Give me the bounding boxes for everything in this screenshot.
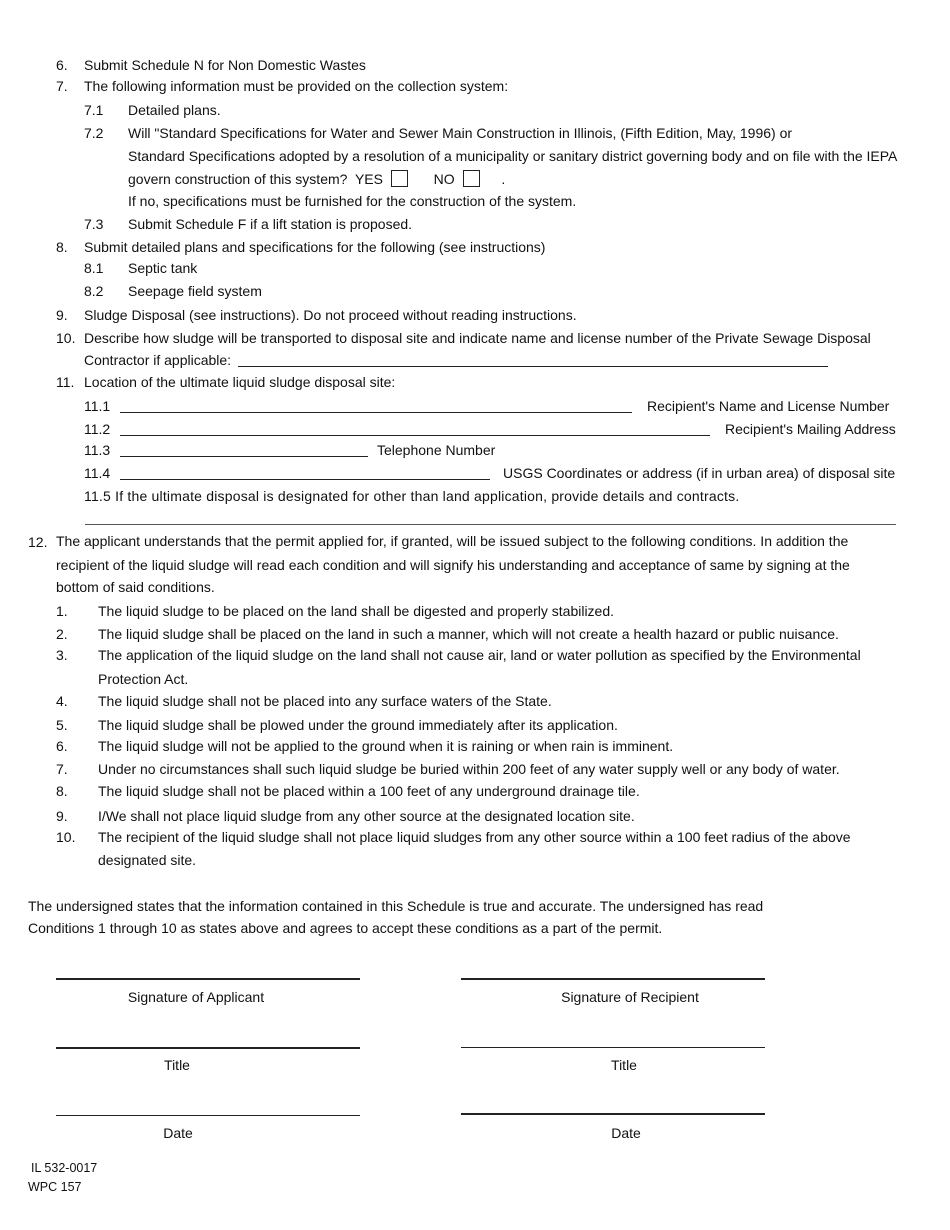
condition-text: The liquid sludge will not be applied to the ground when it is raining or when rain is imminent. <box>98 738 674 754</box>
item-8-1-number: 8.1 <box>84 260 104 276</box>
item-7-2-line3 <box>128 170 505 187</box>
condition-number: 7. <box>56 761 68 777</box>
item-7-3-number: 7.3 <box>84 216 104 232</box>
condition-text: The liquid sludge shall not be placed within a 100 feet of any underground drainage tile. <box>98 783 640 799</box>
item-11-number: 11. <box>56 374 75 390</box>
item-10-line2: Contractor if applicable: <box>84 352 232 368</box>
condition-text: The liquid sludge shall be plowed under the ground immediately after its application. <box>98 717 618 733</box>
item-8-text: Submit detailed plans and specifications for the following (see instructions) <box>84 239 546 255</box>
item-11-3-label: Telephone Number <box>377 442 496 458</box>
condition-number: 9. <box>56 808 68 824</box>
recipient-date-label: Date <box>611 1125 641 1141</box>
item-11-2-label: Recipient's Mailing Address <box>725 421 896 437</box>
condition-text-cont: Protection Act. <box>98 671 189 687</box>
applicant-title-field[interactable] <box>56 1047 360 1049</box>
item-11-3-number: 11.3 <box>84 442 111 458</box>
recipient-address-field[interactable] <box>120 435 710 436</box>
item-8-2-number: 8.2 <box>84 283 104 299</box>
applicant-date-label: Date <box>163 1125 193 1141</box>
item-7-3-text: Submit Schedule F if a lift station is proposed. <box>128 216 413 232</box>
form-id: IL 532-0017 <box>31 1161 98 1175</box>
applicant-signature-label: Signature of Applicant <box>127 989 265 1005</box>
item-8-2-text: Seepage field system <box>128 283 262 299</box>
item-10-line1: Describe how sludge will be transported to disposal site and indicate name and license number of the Private Sewage Disposal <box>84 330 871 346</box>
item-9-text: Sludge Disposal (see instructions). Do not proceed without reading instructions. <box>84 307 577 323</box>
no-label: NO <box>433 171 455 187</box>
item-9-number: 9. <box>56 307 68 323</box>
item-7-1-text: Detailed plans. <box>128 102 221 118</box>
condition-text-cont: designated site. <box>98 852 197 868</box>
condition-number: 6. <box>56 738 68 754</box>
condition-text: The liquid sludge to be placed on the land shall be digested and properly stabilized. <box>98 603 615 619</box>
statement-line2: Conditions 1 through 10 as states above and agrees to accept these conditions as a part of the permit. <box>28 920 663 936</box>
item-12-line1: The applicant understands that the permit applied for, if granted, will be issued subject to the following conditions. In addition the <box>56 533 849 549</box>
item-11-1-number: 11.1 <box>84 398 111 414</box>
condition-text: I/We shall not place liquid sludge from any other source at the designated location site. <box>98 808 635 824</box>
item-6-text: Submit Schedule N for Non Domestic Wastes <box>84 57 366 73</box>
recipient-title-field[interactable] <box>461 1047 765 1048</box>
item-11-2-number: 11.2 <box>84 421 111 437</box>
recipient-signature-label: Signature of Recipient <box>561 989 699 1005</box>
details-field[interactable] <box>85 524 896 525</box>
condition-number: 3. <box>56 647 68 663</box>
item-8-1-text: Septic tank <box>128 260 198 276</box>
condition-text: Under no circumstances shall such liquid sludge be buried within 200 feet of any water supply well or any body of water. <box>98 761 840 777</box>
item-10-number: 10. <box>56 330 76 346</box>
item-6-number: 6. <box>56 57 68 73</box>
item-11-4-number: 11.4 <box>84 465 111 481</box>
item-12-number: 12. <box>28 534 48 550</box>
condition-text: The liquid sludge shall be placed on the land in such a manner, which will not create a health hazard or public nuisance. <box>98 626 839 642</box>
item-7-2-period: . <box>501 171 506 187</box>
item-7-2-line4: If no, specifications must be furnished for the construction of the system. <box>128 193 577 209</box>
yes-label: YES <box>354 171 383 187</box>
item-7-2-line1: Will "Standard Specifications for Water and Sewer Main Construction in Illinois, (Fifth Edition, May, 1996) or <box>128 125 793 141</box>
yes-checkbox[interactable] <box>391 170 408 187</box>
form-code: WPC 157 <box>28 1180 82 1194</box>
item-7-2-number: 7.2 <box>84 125 104 141</box>
item-7-text: The following information must be provided on the collection system: <box>84 78 509 94</box>
item-7-2-line2: Standard Specifications adopted by a resolution of a municipality or sanitary district governing body and on file with the IEPA <box>128 148 898 164</box>
recipient-date-field[interactable] <box>461 1113 765 1115</box>
condition-number: 2. <box>56 626 68 642</box>
item-7-1-number: 7.1 <box>84 102 104 118</box>
coordinates-field[interactable] <box>120 479 490 480</box>
recipient-signature-field[interactable] <box>461 978 765 980</box>
condition-text: The application of the liquid sludge on the land shall not cause air, land or water pollution as specified by the Environmental <box>98 647 861 663</box>
item-11-1-label: Recipient's Name and License Number <box>647 398 890 414</box>
condition-number: 5. <box>56 717 68 733</box>
item-11-text: Location of the ultimate liquid sludge disposal site: <box>84 374 396 390</box>
item-8-number: 8. <box>56 239 68 255</box>
applicant-signature-field[interactable] <box>56 978 360 980</box>
applicant-date-field[interactable] <box>56 1115 360 1116</box>
item-12-line3: bottom of said conditions. <box>56 579 215 595</box>
item-7-2-question: govern construction of this system? <box>128 171 348 187</box>
condition-number: 10. <box>56 829 76 845</box>
telephone-field[interactable] <box>120 456 368 457</box>
condition-text: The recipient of the liquid sludge shall not place liquid sludges from any other source within a 100 feet radius of the above <box>98 829 851 845</box>
statement-line1: The undersigned states that the information contained in this Schedule is true and accurate. The undersigned has read <box>28 898 764 914</box>
condition-number: 4. <box>56 693 68 709</box>
item-7-number: 7. <box>56 78 68 94</box>
recipient-title-label: Title <box>611 1057 637 1073</box>
contractor-field[interactable] <box>238 366 828 367</box>
item-11-5-text: 11.5 If the ultimate disposal is designated for other than land application, provide details and contracts. <box>84 488 740 504</box>
applicant-title-label: Title <box>164 1057 190 1073</box>
condition-number: 1. <box>56 603 68 619</box>
recipient-name-field[interactable] <box>120 412 632 413</box>
condition-text: The liquid sludge shall not be placed into any surface waters of the State. <box>98 693 552 709</box>
condition-number: 8. <box>56 783 68 799</box>
no-checkbox[interactable] <box>463 170 480 187</box>
item-12-line2: recipient of the liquid sludge will read each condition and will signify his understanding and acceptance of same by signing at the <box>56 557 850 573</box>
item-11-4-label: USGS Coordinates or address (if in urban area) of disposal site <box>503 465 896 481</box>
